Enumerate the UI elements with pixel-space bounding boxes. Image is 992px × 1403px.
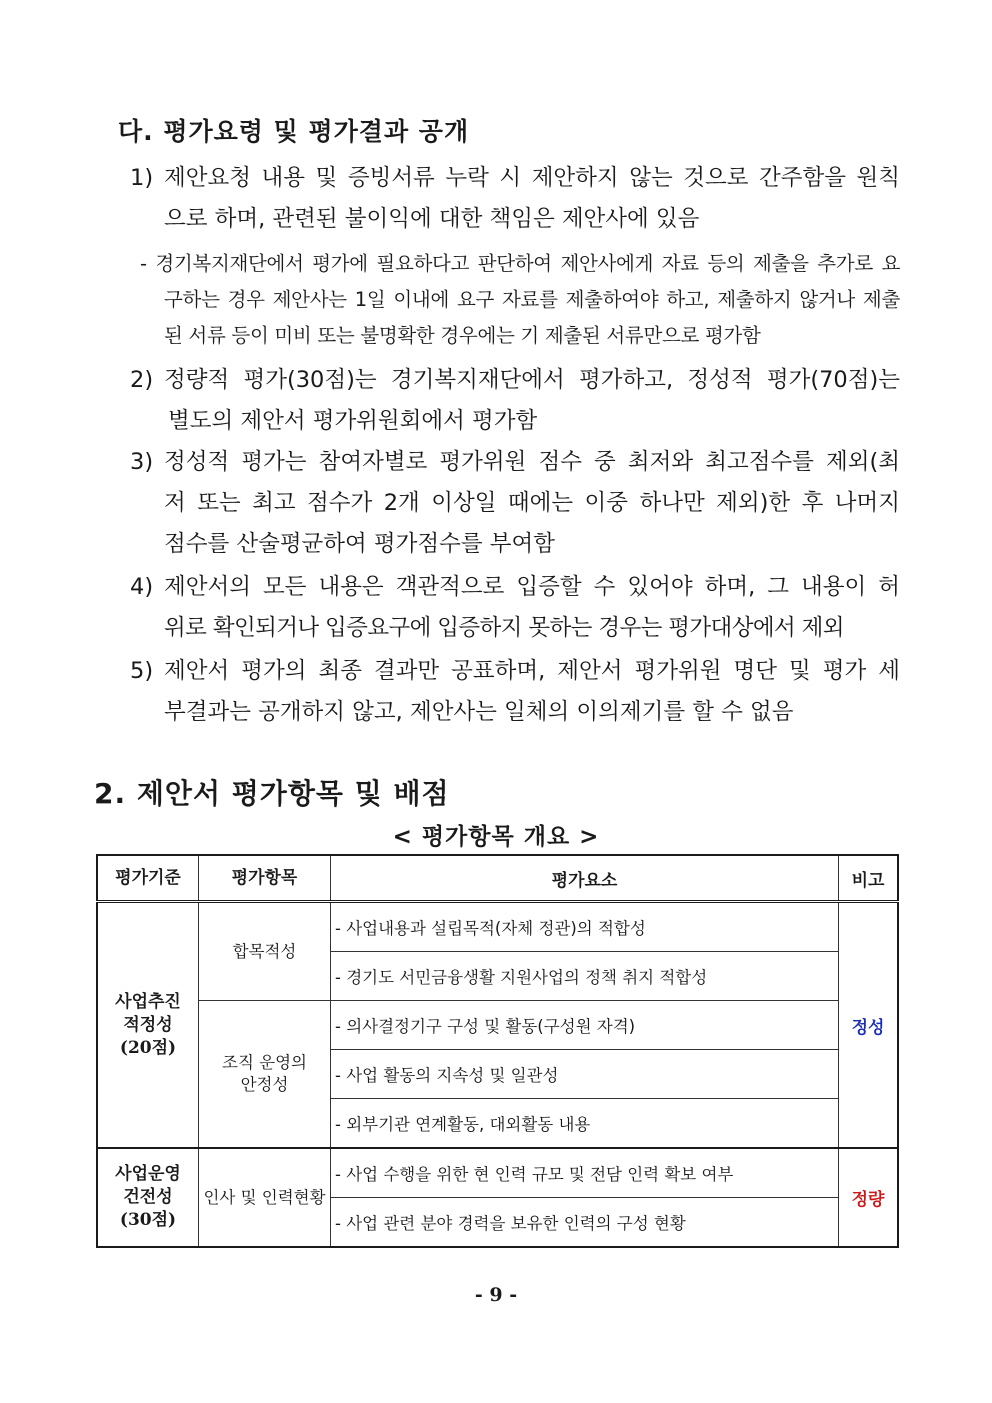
list-item-2 <box>130 360 900 442</box>
list-item-3 <box>130 442 900 565</box>
criterion-line: 사업추진 <box>115 991 181 1012</box>
header-element: 평가요소 <box>331 855 839 902</box>
list-item-4 <box>130 567 900 649</box>
list-item-1 <box>130 158 900 240</box>
item-text-line: 부결과는 공개하지 않고, 제안사는 일체의 이의제기를 할 수 없음 <box>164 699 794 725</box>
element-cell: - 의사결정기구 구성 및 활동(구성원 자격) <box>331 1001 839 1050</box>
item-text-line: 으로 하며, 관련된 불이익에 대한 책임은 제안사에 있음 <box>164 206 700 232</box>
item-cell: 인사 및 인력현황 <box>199 1148 331 1247</box>
criterion-cell <box>97 1148 199 1247</box>
item-text-line: 정성적 평가는 참여자별로 평가위원 점수 중 최저와 최고점수를 제외(최 <box>164 449 900 475</box>
element-cell: - 외부기관 연계활동, 대외활동 내용 <box>331 1099 839 1149</box>
table-row <box>97 1001 898 1050</box>
table-row <box>97 1148 898 1198</box>
list-item-5 <box>130 651 900 733</box>
criterion-line: (20점) <box>119 1037 177 1058</box>
item-text-line: 제안서의 모든 내용은 객관적으로 입증할 수 있어야 하며, 그 내용이 허 <box>164 574 900 600</box>
item-cell <box>199 1001 331 1149</box>
header-criterion: 평가기준 <box>97 855 199 902</box>
item-text-line: 별도의 제안서 평가위원회에서 평가함 <box>168 408 538 434</box>
table-caption: < 평가항목 개요 > <box>392 824 600 850</box>
page-number: - 9 - <box>474 1284 518 1306</box>
item-number: 2) <box>130 367 154 393</box>
item-line: 조직 운영의 <box>222 1053 307 1072</box>
element-cell: - 사업 관련 분야 경력을 보유한 인력의 구성 현황 <box>331 1198 839 1248</box>
header-item: 평가항목 <box>199 855 331 902</box>
criterion-line: 건전성 <box>123 1187 173 1207</box>
item-number: 1) <box>130 165 154 191</box>
sub-note-line: 된 서류 등이 미비 또는 불명확한 경우에는 기 제출된 서류만으로 평가함 <box>164 324 761 347</box>
item-number: 3) <box>130 449 154 475</box>
item-text-line: 점수를 산술평균하여 평가점수를 부여함 <box>164 531 555 557</box>
criterion-line: 적정성 <box>123 1014 173 1035</box>
item-line: 안정성 <box>240 1075 289 1094</box>
evaluation-table <box>96 854 899 1248</box>
item-text-line: 저 또는 최고 점수가 2개 이상일 때에는 이중 하나만 제외)한 후 나머지 <box>164 490 900 516</box>
sub-note-line: - 경기복지재단에서 평가에 필요하다고 판단하여 제안사에게 자료 등의 제출을 추가로 요 <box>140 252 900 275</box>
element-cell: - 사업내용과 설립목적(자체 정관)의 적합성 <box>331 902 839 952</box>
criterion-line: 사업운영 <box>115 1164 181 1184</box>
element-cell: - 사업 활동의 지속성 및 일관성 <box>331 1050 839 1099</box>
sub-note-line: 구하는 경우 제안사는 1일 이내에 요구 자료를 제출하여야 하고, 제출하지 않거나 제출 <box>164 288 900 311</box>
item-cell: 합목적성 <box>199 902 331 1001</box>
element-cell: - 사업 수행을 위한 현 인력 규모 및 전담 인력 확보 여부 <box>331 1148 839 1198</box>
table-row <box>97 902 898 952</box>
section-heading-d: 다. 평가요령 및 평가결과 공개 <box>118 117 470 146</box>
item-text-line: 제안요청 내용 및 증빙서류 누락 시 제안하지 않는 것으로 간주함을 원칙 <box>164 165 900 191</box>
note-cell: 정량 <box>839 1148 899 1247</box>
item-number: 4) <box>130 574 154 600</box>
item-text-line: 제안서 평가의 최종 결과만 공표하며, 제안서 평가위원 명단 및 평가 세 <box>164 658 900 684</box>
criterion-cell <box>97 902 199 1149</box>
item-text-line: 정량적 평가(30점)는 경기복지재단에서 평가하고, 정성적 평가(70점)는 <box>164 367 900 393</box>
section-heading-2: 2. 제안서 평가항목 및 배점 <box>94 777 450 810</box>
element-cell: - 경기도 서민금융생활 지원사업의 정책 취지 적합성 <box>331 952 839 1001</box>
header-note: 비고 <box>839 855 899 902</box>
note-cell: 정성 <box>839 902 899 1149</box>
sub-note <box>140 246 900 354</box>
item-number: 5) <box>130 658 154 684</box>
criterion-line: (30점) <box>119 1210 177 1230</box>
table-header-row <box>97 855 898 902</box>
item-text-line: 위로 확인되거나 입증요구에 입증하지 못하는 경우는 평가대상에서 제외 <box>164 615 844 641</box>
